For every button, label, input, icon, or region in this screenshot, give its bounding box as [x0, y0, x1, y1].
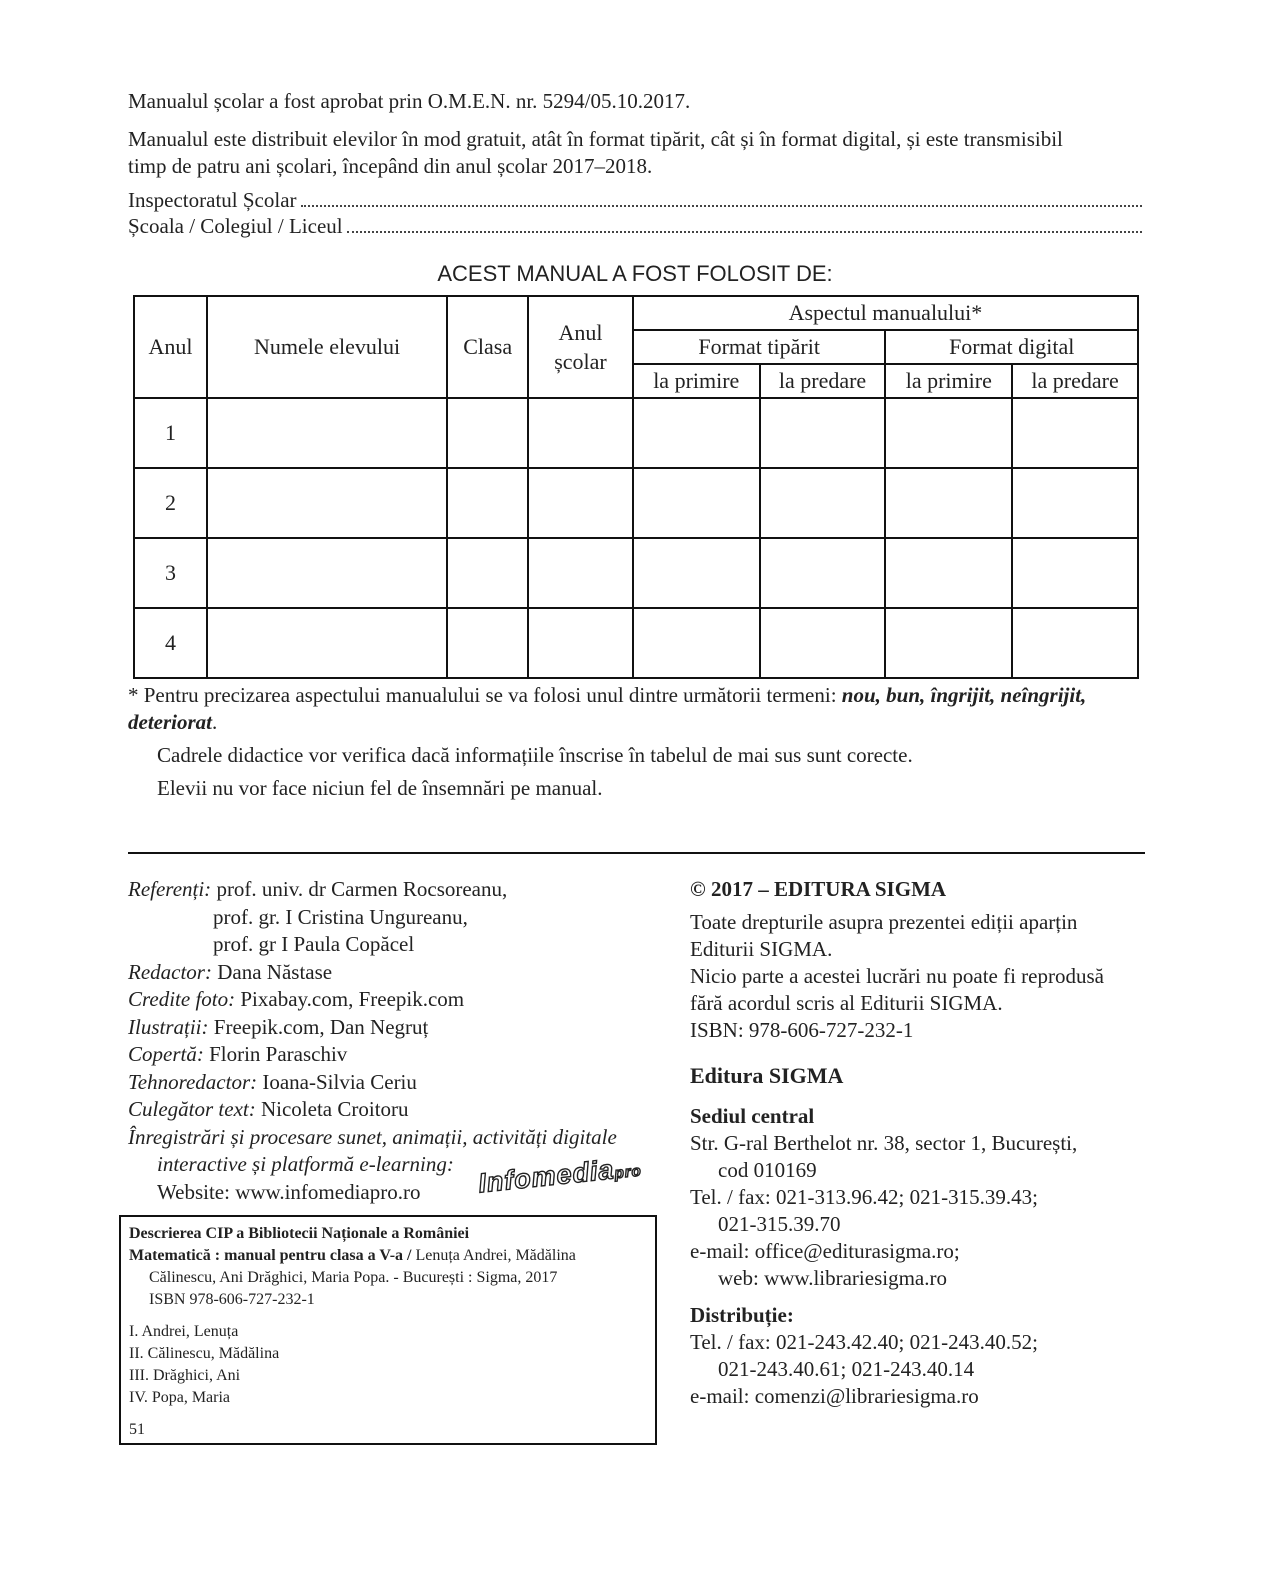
- referent: prof. univ. dr Carmen Rocsoreanu,: [216, 877, 508, 901]
- table-row: [134, 398, 1138, 468]
- cell-digital-predare[interactable]: [1012, 468, 1138, 538]
- cip-book-title: Matematică : manual pentru clasa a V-a /: [129, 1247, 412, 1264]
- redactor-label: Redactor:: [128, 959, 212, 984]
- culegator-label: Culegător text:: [128, 1097, 256, 1121]
- cell-tiparit-predare[interactable]: [760, 398, 886, 468]
- cip-author: II. Călinescu, Mădălina: [129, 1345, 280, 1362]
- cip-authors-inline: Lenuța Andrei, Mădălina: [411, 1247, 576, 1264]
- footnote: [128, 682, 1158, 736]
- dist-email: e-mail: comenzi@librariesigma.ro: [690, 1384, 979, 1408]
- inregistrari-line: Înregistrări și procesare sunet, animații, activități digitale: [128, 1124, 617, 1149]
- cell-anul-scolar[interactable]: [528, 608, 633, 678]
- tehno-value: Ioana-Silvia Ceriu: [262, 1069, 417, 1094]
- table-row: [134, 468, 1138, 538]
- cell-digital-predare[interactable]: [1012, 608, 1138, 678]
- cip-box: [119, 1215, 657, 1445]
- cip-author: I. Andrei, Lenuța: [129, 1323, 239, 1340]
- rights-line: fără acordul scris al Editurii SIGMA.: [690, 991, 1003, 1015]
- table-row: [134, 608, 1138, 678]
- cell-digital-primire[interactable]: [885, 468, 1012, 538]
- header-anul-scolar-line: școlar: [554, 349, 607, 374]
- header-la-predare: la predare: [760, 364, 886, 398]
- footnote-terms: nou, bun, îngrijit, neîngrijit,: [841, 683, 1087, 707]
- cell-digital-primire[interactable]: [885, 398, 1012, 468]
- scoala-field: [128, 214, 1142, 239]
- header-anul: Anul: [134, 296, 207, 398]
- scoala-label: Școala / Colegiul / Liceul: [128, 214, 343, 238]
- ilustratii-value: Freepik.com, Dan Negruț: [213, 1014, 429, 1039]
- distribution-line: timp de patru ani școlari, începând din anul școlar 2017–2018.: [128, 154, 653, 178]
- website-text: Website: www.infomediapro.ro: [157, 1179, 421, 1204]
- cip-code: 51: [129, 1421, 145, 1438]
- header-clasa: Clasa: [447, 296, 528, 398]
- cell-clasa[interactable]: [447, 538, 528, 608]
- inspectorat-field: [128, 188, 1142, 213]
- header-la-primire: la primire: [633, 364, 760, 398]
- note-teachers: Cadrele didactice vor verifica dacă informațiile înscrise în tabelul de mai sus sunt corecte.: [157, 743, 913, 767]
- cell-digital-predare[interactable]: [1012, 538, 1138, 608]
- ilustratii-label: Ilustrații:: [128, 1014, 209, 1039]
- distribution-label: Distribuție:: [690, 1303, 794, 1327]
- cell-anul-scolar[interactable]: [528, 538, 633, 608]
- inspectorat-dots: [301, 189, 1142, 207]
- foto-value: Pixabay.com, Freepik.com: [240, 987, 465, 1011]
- cell-clasa[interactable]: [447, 468, 528, 538]
- cell-digital-primire[interactable]: [885, 608, 1012, 678]
- rights-line: Nicio parte a acestei lucrări nu poate fi reprodusă: [690, 964, 1104, 988]
- cip-line: Călinescu, Ani Drăghici, Maria Popa. - București : Sigma, 2017: [149, 1269, 558, 1286]
- header-numele: Numele elevului: [207, 296, 447, 398]
- cell-tiparit-predare[interactable]: [760, 468, 886, 538]
- note-students: Elevii nu vor face niciun fel de însemnări pe manual.: [157, 776, 603, 800]
- dist-phone: Tel. / fax: 021-243.42.40; 021-243.40.52;: [690, 1330, 1038, 1354]
- rights-line: Toate drepturile asupra prezentei ediții aparțin: [690, 910, 1078, 934]
- cip-isbn: ISBN 978-606-727-232-1: [149, 1291, 315, 1308]
- hq-label: Sediul central: [690, 1104, 815, 1128]
- footnote-period: .: [212, 710, 218, 734]
- referent: prof. gr. I Cristina Ungureanu,: [213, 904, 468, 929]
- cell-tiparit-primire[interactable]: [633, 398, 760, 468]
- cell-digital-predare[interactable]: [1012, 398, 1138, 468]
- row-number: 3: [134, 538, 207, 608]
- cell-digital-primire[interactable]: [885, 538, 1012, 608]
- publisher-name: Editura SIGMA: [690, 1063, 844, 1088]
- hq-phone: 021-315.39.70: [718, 1212, 841, 1236]
- section-divider: [128, 852, 1145, 854]
- header-tiparit: Format tipărit: [633, 330, 886, 364]
- cell-tiparit-primire[interactable]: [633, 538, 760, 608]
- isbn: ISBN: 978-606-727-232-1: [690, 1018, 914, 1042]
- infomedia-logo-suffix: pro: [613, 1162, 643, 1183]
- rights-line: Editurii SIGMA.: [690, 937, 833, 961]
- row-number: 4: [134, 608, 207, 678]
- header-anul-scolar-line: Anul: [558, 320, 603, 345]
- approval-text: Manualul școlar a fost aprobat prin O.M.E.N. nr. 5294/05.10.2017.: [128, 89, 691, 113]
- cell-anul-scolar[interactable]: [528, 468, 633, 538]
- copyright: © 2017 – EDITURA SIGMA: [690, 877, 947, 901]
- header-anul-scolar: [528, 296, 633, 398]
- footnote-text: * Pentru precizarea aspectului manualului se va folosi unul dintre următorii termeni:: [128, 683, 842, 707]
- cip-author: IV. Popa, Maria: [129, 1389, 231, 1406]
- culegator-value: Nicoleta Croitoru: [260, 1097, 409, 1121]
- footnote-terms-2: deteriorat: [128, 710, 212, 734]
- publisher-block: [690, 876, 1150, 1410]
- coperta-value: Florin Paraschiv: [209, 1042, 348, 1066]
- cell-tiparit-primire[interactable]: [633, 608, 760, 678]
- infomedia-logo-text: Infomedia: [476, 1154, 616, 1199]
- table-row: [134, 538, 1138, 608]
- inregistrari-line: interactive și platformă e-learning:: [157, 1152, 454, 1176]
- referent: prof. gr I Paula Copăcel: [213, 932, 415, 956]
- cell-name[interactable]: [207, 398, 447, 468]
- cell-name[interactable]: [207, 468, 447, 538]
- cell-clasa[interactable]: [447, 608, 528, 678]
- inspectorat-label: Inspectoratul Școlar: [128, 188, 297, 212]
- scoala-dots: [347, 215, 1142, 233]
- coperta-label: Copertă:: [128, 1042, 204, 1066]
- dist-phone: 021-243.40.61; 021-243.40.14: [718, 1357, 975, 1381]
- cip-author: III. Drăghici, Ani: [129, 1367, 241, 1384]
- usage-table: [133, 295, 1139, 679]
- cell-tiparit-primire[interactable]: [633, 468, 760, 538]
- table-title: ACEST MANUAL A FOST FOLOSIT DE:: [437, 261, 833, 286]
- cell-name[interactable]: [207, 538, 447, 608]
- redactor-value: Dana Năstase: [217, 959, 333, 984]
- header-aspect: Aspectul manualului*: [633, 296, 1138, 330]
- row-number: 1: [134, 398, 207, 468]
- header-la-predare: la predare: [1012, 364, 1138, 398]
- cip-title: Descrierea CIP a Bibliotecii Naționale a României: [129, 1225, 470, 1242]
- cell-tiparit-predare[interactable]: [760, 538, 886, 608]
- header-la-primire: la primire: [885, 364, 1012, 398]
- distribution-line: Manualul este distribuit elevilor în mod gratuit, atât în format tipărit, cât și în format digital, și este transmisibil: [128, 127, 1063, 151]
- cell-clasa[interactable]: [447, 398, 528, 468]
- row-number: 2: [134, 468, 207, 538]
- hq-address: Str. G-ral Berthelot nr. 38, sector 1, București,: [690, 1131, 1078, 1155]
- header-digital: Format digital: [885, 330, 1138, 364]
- hq-web: web: www.librariesigma.ro: [718, 1266, 947, 1290]
- tehno-label: Tehnoredactor:: [128, 1069, 258, 1094]
- referenti-label: Referenți:: [128, 877, 212, 901]
- cell-name[interactable]: [207, 608, 447, 678]
- distribution-text: [128, 126, 1158, 180]
- hq-phone: Tel. / fax: 021-313.96.42; 021-315.39.43;: [690, 1185, 1038, 1209]
- cell-tiparit-predare[interactable]: [760, 608, 886, 678]
- cell-anul-scolar[interactable]: [528, 398, 633, 468]
- hq-address: cod 010169: [718, 1158, 817, 1182]
- hq-email: e-mail: office@editurasigma.ro;: [690, 1239, 960, 1263]
- foto-label: Credite foto:: [128, 987, 236, 1011]
